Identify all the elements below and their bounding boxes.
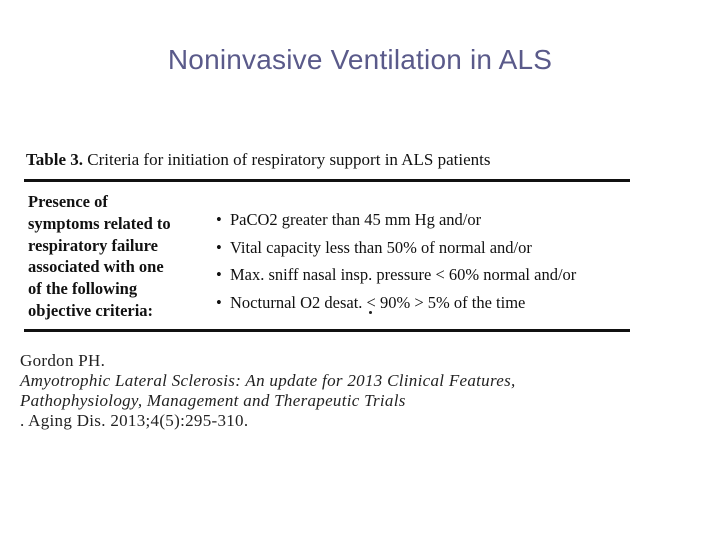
stray-dot xyxy=(369,311,372,314)
bullet-icon: • xyxy=(216,210,222,229)
criteria-item xyxy=(216,234,576,262)
citation-title-part-1: Amyotrophic Lateral Sclerosis: An update for 2013 Clinical Features, xyxy=(20,371,516,390)
left-column-line: respiratory failure xyxy=(28,235,158,255)
citation-author: Gordon PH. xyxy=(20,351,106,370)
slide-title: Noninvasive Ventilation in ALS xyxy=(167,44,553,75)
criteria-item xyxy=(216,206,576,234)
left-column-line: Presence of xyxy=(28,192,108,211)
citation xyxy=(20,351,516,431)
table-caption-label: Table 3. xyxy=(26,150,84,169)
table-caption xyxy=(26,150,490,170)
bullet-icon: • xyxy=(216,237,222,257)
table-left-column xyxy=(28,191,208,322)
table-caption-text: Criteria for initiation of respiratory support in ALS patients xyxy=(83,150,491,169)
bullet-icon: • xyxy=(216,292,222,312)
criteria-text: Max. sniff nasal insp. pressure < 60% normal and/or xyxy=(230,265,577,284)
left-column-line: symptoms related to xyxy=(28,213,171,233)
left-column-line: of the following xyxy=(28,279,138,299)
left-column-line: objective criteria: xyxy=(28,300,154,320)
citation-line-2 xyxy=(20,391,516,431)
criteria-text: Nocturnal O2 desat. < 90% > 5% of the time xyxy=(230,292,526,312)
criteria-item xyxy=(216,261,576,289)
criteria-text: Vital capacity less than 50% of normal and/or xyxy=(230,237,532,257)
citation-line-1 xyxy=(20,351,516,391)
left-column-line: associated with one xyxy=(28,257,164,277)
criteria-text: PaCO2 greater than 45 mm Hg and/or xyxy=(230,210,482,229)
table-top-rule xyxy=(24,179,630,182)
criteria-item xyxy=(216,289,576,317)
criteria-list xyxy=(216,206,576,316)
bullet-icon: • xyxy=(216,265,222,284)
citation-source: . Aging Dis. 2013;4(5):295-310. xyxy=(20,411,249,430)
citation-title-part-2: Pathophysiology, Management and Therapeutic Trials xyxy=(20,391,406,410)
table-bottom-rule xyxy=(24,329,630,332)
